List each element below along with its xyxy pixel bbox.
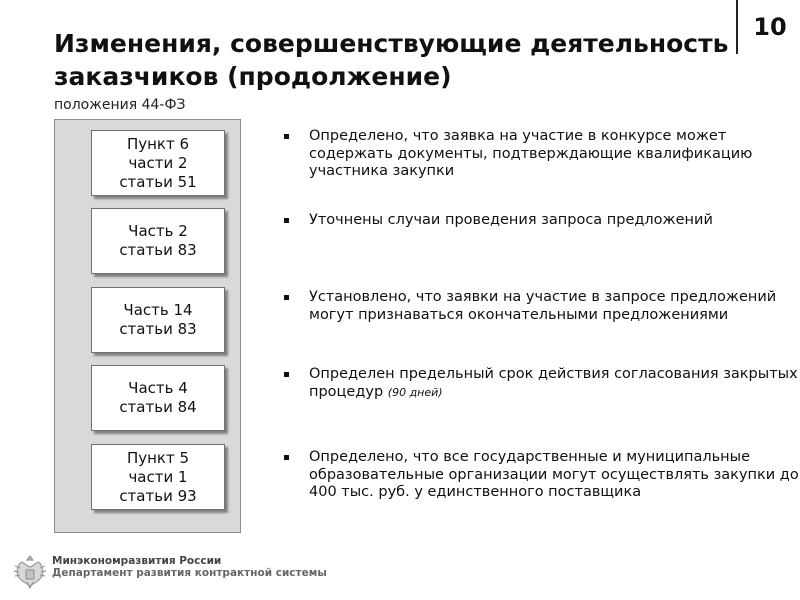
- subtitle: положения 44-ФЗ: [54, 97, 186, 113]
- provision-box-2: Часть 2 статьи 83: [91, 208, 225, 274]
- provision-box-4: Часть 4 статьи 84: [91, 365, 225, 431]
- bullet-text-wrap: [309, 366, 799, 401]
- slide-title: Изменения, совершенствующие деятельность заказчиков (продолжение): [54, 29, 729, 91]
- bullet-text: Определен предельный срок действия согласования закрытых процедур: [309, 366, 798, 400]
- bullet-text: Установлено, что заявки на участие в запросе предложений могут признаваться окончательными предложениями: [309, 289, 777, 323]
- provision-box-5: Пункт 5 части 1 статьи 93: [91, 444, 225, 510]
- bullet-text: Определено, что заявка на участие в конкурсе может содержать документы, подтверждающие квалификацию участника закупки: [309, 128, 753, 179]
- bullet-text: Уточнены случаи проведения запроса предложений: [309, 212, 713, 228]
- bullet-icon: [284, 295, 289, 300]
- provision-box-3: Часть 14 статьи 83: [91, 287, 225, 353]
- bullet-item-2: [284, 212, 799, 230]
- bullet-icon: [284, 455, 289, 460]
- bullet-item-1: [284, 128, 799, 181]
- footer-department: Департамент развития контрактной системы: [52, 567, 327, 579]
- provision-box-1: Пункт 6 части 2 статьи 51: [91, 130, 225, 196]
- bullet-text: Определено, что все государственные и муниципальные образовательные организации могут осуществлять закупки до 400 тыс. руб. у единственного поставщика: [309, 449, 799, 500]
- coat-of-arms-icon: [12, 552, 48, 590]
- bullet-item-4: [284, 366, 799, 401]
- page-number: 10: [736, 0, 800, 54]
- footer-ministry: Минэкономразвития России: [52, 555, 222, 567]
- bullet-item-5: [284, 449, 799, 502]
- bullet-note: (90 дней): [387, 385, 443, 399]
- bullet-icon: [284, 134, 289, 139]
- bullet-icon: [284, 372, 289, 377]
- bullet-icon: [284, 218, 289, 223]
- bullet-item-3: [284, 289, 799, 324]
